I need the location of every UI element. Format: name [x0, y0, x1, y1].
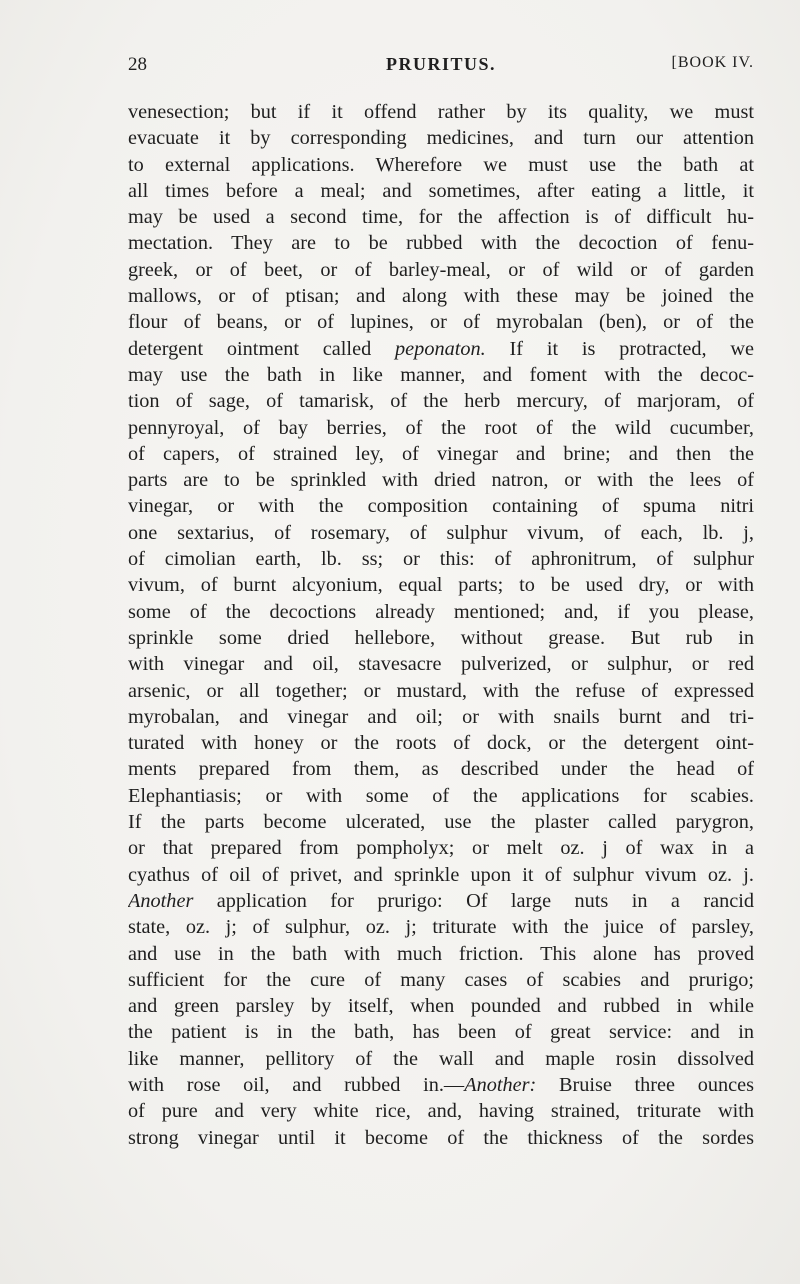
- text-segment: detergent ointment called: [128, 337, 396, 360]
- text-line: If the parts become ulcerated, use the plaster called parygron,: [128, 811, 754, 834]
- book-reference: [BOOK IV.: [671, 54, 754, 71]
- text-line: [128, 1072, 754, 1098]
- text-line: ments prepared from them, as described under the head of: [128, 758, 754, 781]
- text-segment: If it is protracted, we: [485, 337, 754, 360]
- text-segment: Bruise three ounces: [536, 1073, 754, 1096]
- text-line: may use the bath in like manner, and foment with the decoc-: [128, 363, 754, 386]
- text-line: with vinegar and oil, stavesacre pulverized, or sulphur, or red: [128, 653, 754, 676]
- text-line: sprinkle some dried hellebore, without grease. But rub in: [128, 626, 754, 649]
- italic-term: Another: [128, 889, 194, 912]
- text-line: and use in the bath with much friction. This alone has proved: [128, 942, 754, 965]
- text-line: sufficient for the cure of many cases of scabies and prurigo;: [128, 968, 754, 991]
- body-text: [128, 99, 754, 1151]
- text-line: mallows, or of ptisan; and along with these may be joined the: [128, 285, 754, 308]
- running-header: [128, 54, 754, 84]
- text-line: state, oz. j; of sulphur, oz. j; triturate with the juice of parsley,: [128, 916, 754, 939]
- text-line: of capers, of strained ley, of vinegar and brine; and then the: [128, 442, 754, 465]
- text-line: [128, 336, 754, 362]
- page-number: 28: [128, 54, 147, 75]
- text-line: pennyroyal, of bay berries, of the root of the wild cucumber,: [128, 416, 754, 439]
- text-line: parts are to be sprinkled with dried natron, or with the lees of: [128, 469, 754, 492]
- text-line: turated with honey or the roots of dock, or the detergent oint-: [128, 732, 754, 755]
- text-line: the patient is in the bath, has been of great service: and in: [128, 1021, 754, 1044]
- italic-term: peponaton.: [395, 337, 486, 360]
- italic-term: Another:: [464, 1073, 537, 1096]
- text-line: vivum, of burnt alcyonium, equal parts; to be used dry, or with: [128, 574, 754, 597]
- text-line: or that prepared from pompholyx; or melt oz. j of wax in a: [128, 837, 754, 860]
- text-line: tion of sage, of tamarisk, of the herb mercury, of marjoram, of: [128, 390, 754, 413]
- text-line: [128, 888, 754, 914]
- text-line: flour of beans, or of lupines, or of myrobalan (ben), or of the: [128, 311, 754, 334]
- text-line: evacuate it by corresponding medicines, and turn our attention: [128, 127, 754, 150]
- text-line: of pure and very white rice, and, having strained, triturate with: [128, 1100, 754, 1123]
- text-line: myrobalan, and vinegar and oil; or with snails burnt and tri-: [128, 705, 754, 728]
- text-line: may be used a second time, for the affection is of difficult hu-: [128, 206, 754, 229]
- text-line: and green parsley by itself, when pounded and rubbed in while: [128, 995, 754, 1018]
- text-line: all times before a meal; and sometimes, after eating a little, it: [128, 179, 754, 202]
- text-line: greek, or of beet, or of barley-meal, or of wild or of garden: [128, 258, 754, 281]
- text-segment: with rose oil, and rubbed in.—: [128, 1073, 465, 1096]
- text-line: mectation. They are to be rubbed with the decoction of fenu-: [128, 232, 754, 255]
- text-line: vinegar, or with the composition containing of spuma nitri: [128, 495, 754, 518]
- text-segment: application for prurigo: Of large nuts in a rancid: [193, 889, 754, 912]
- text-line: like manner, pellitory of the wall and maple rosin dissolved: [128, 1047, 754, 1070]
- text-line: venesection; but if it offend rather by its quality, we must: [128, 101, 754, 123]
- text-line: arsenic, or all together; or mustard, with the refuse of expressed: [128, 679, 754, 702]
- text-line: Elephantiasis; or with some of the applications for scabies.: [128, 784, 754, 807]
- text-line: of cimolian earth, lb. ss; or this: of aphronitrum, of sulphur: [128, 548, 754, 571]
- text-line: one sextarius, of rosemary, of sulphur vivum, of each, lb. j,: [128, 521, 754, 544]
- text-line: to external applications. Wherefore we must use the bath at: [128, 153, 754, 176]
- running-title: PRURITUS.: [385, 54, 496, 74]
- text-line: cyathus of oil of privet, and sprinkle upon it of sulphur vivum oz. j.: [128, 863, 754, 886]
- text-line: strong vinegar until it become of the thickness of the sordes: [128, 1126, 754, 1149]
- text-line: some of the decoctions already mentioned; and, if you please,: [128, 600, 754, 623]
